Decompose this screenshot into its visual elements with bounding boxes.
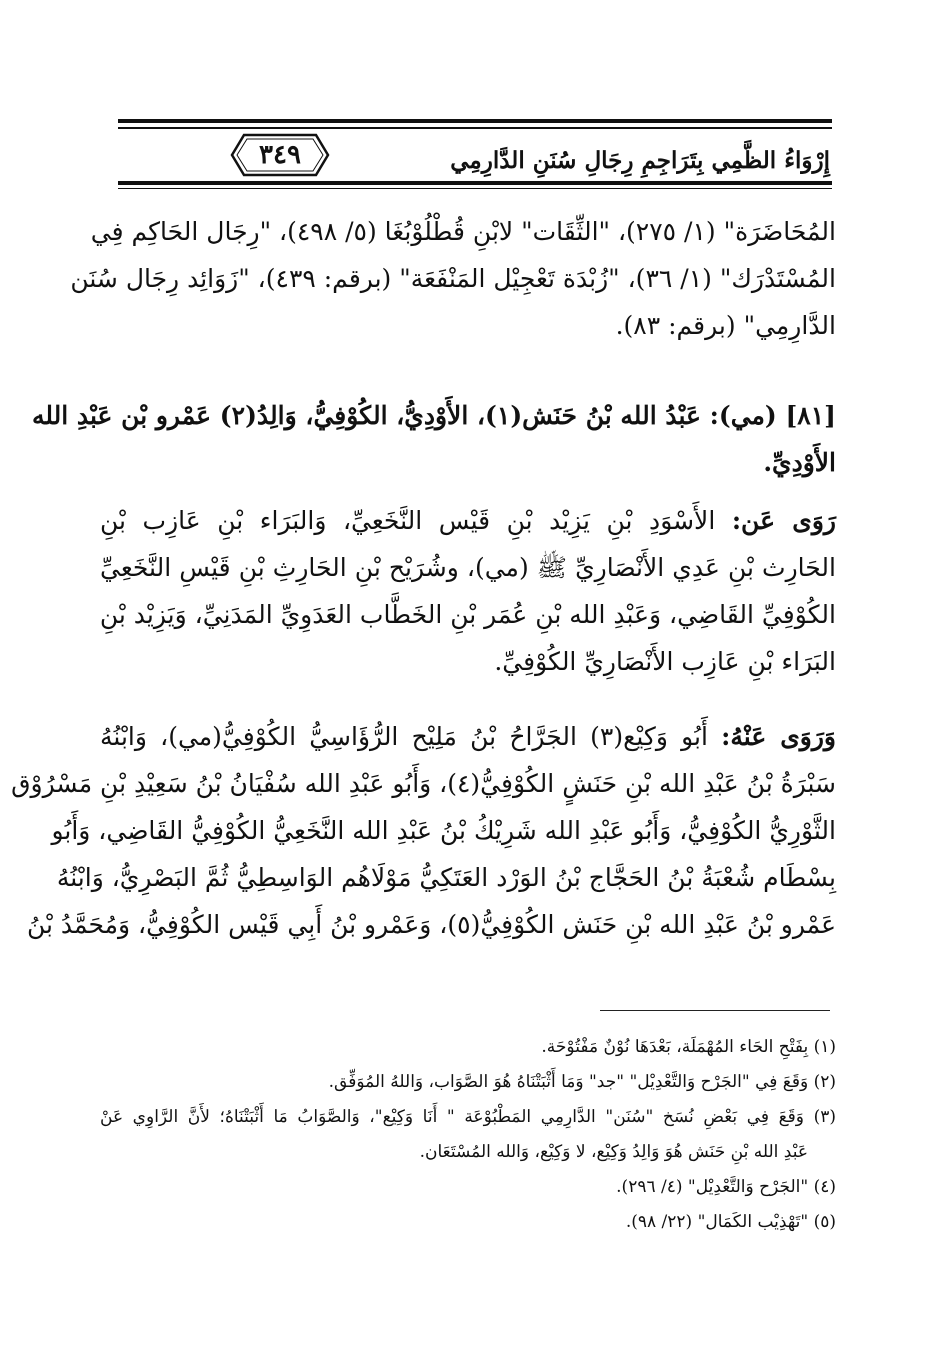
paragraph-sources [70,208,836,349]
text-line: الدَّارِمِي" (برقم: ٨٣). [615,311,836,340]
entry-heading [31,392,836,486]
header-rule-top-thin [118,127,832,129]
entry-heading-line: الأَوْدِيِّ. [763,448,836,477]
text-line: عَمْرو بْنُ عَبْدِ الله بْنِ حَنَش الكُوْفِيُّ(٥)، وَعَمْرو بْنُ أَبِي قَيْس الكُوْفِيُّ، وَمُحَمَّدُ بْنُ [26,910,836,939]
text-line: الحَارِث بْنِ عَدِي الأَنْصَارِيِّ ﷺ (مي)، وشُرَيْح بْنِ الحَارِثِ بْنِ قَيْسِ النَّخَعِيِّ [100,553,836,582]
paragraph-narrated-by [11,713,837,948]
header-rule-top [118,119,832,123]
text-line: البَرَاء بْنِ عَازِب الأَنْصَارِيِّ الكُوْفِيِّ. [494,647,836,676]
footnote-1: (١) بِفَتْحِ الحَاء المُهْمَلَة، بَعْدَهَا نُوْنٌ مَفْتُوْحَة. [541,1037,836,1057]
footnote-3: (٣) وَقَعَ فِي بَعْضِ نُسَخ "سُنَن" الدَّارِمِي المَطْبُوْعَة " أَنَا وَكِيْع"، وَالصَّوَابُ مَا أَثْبَتْنَاهُ؛ لأَنَّ الرَّاوِي عَنْ [100,1107,836,1127]
text-line: الكُوْفِيِّ القَاضِي، وَعَبْدِ الله بْنِ عُمَر بْنِ الخَطَّاب العَدَوِيِّ المَدَنِيِّ، وَيَزِيْد بْنِ [99,600,836,629]
footnote-3-continued: عَبْدِ الله بْنِ حَنَش هُوَ وَالِدُ وَكِيْع، لا وَكِيْع، وَالله المُسْتَعَان. [419,1142,808,1162]
header-rule-bottom-thin [118,188,832,189]
running-title: إِرْوَاءُ الظَّمِي بِتَرَاجِمِ رِجَالِ سُنَنِ الدَّارِمِي [450,147,830,174]
paragraph-narrated-from [100,497,836,685]
text-line: الثَّوْرِيُّ الكُوْفِيُّ، وَأَبُو عَبْدِ الله شَرِيْكُ بْنُ عَبْدِ الله النَّخَعِيُّ الكُوْفِيُّ القَاضِي، وَأَبُو [51,816,836,845]
text-line: المُسْتَدْرَك" (١/ ٣٦)، "زُبْدَة تَعْجِيْل المَنْفَعَة" (برقم: ٤٣٩)، "زَوَائِد رِجَال سُنَن [70,264,836,293]
footnote-5: (٥) "تَهْذِيْب الكَمَال" (٢٢/ ٩٨). [625,1212,836,1232]
footnote-4: (٤) "الجَرْح وَالتَّعْدِيْل" (٤/ ٢٩٦). [616,1177,836,1197]
footnote-2: (٢) وَقَعَ فِي "الجَرْح وَالتَّعْدِيْل" "جد" وَمَا أَثْبَتْنَاهُ هُوَ الصَّوَاب، وَاللهُ المُوَفِّق. [328,1072,836,1092]
text-line: سَبْرَةُ بْنُ عَبْدِ الله بْنِ حَنَشٍ الكُوْفِيُّ(٤)، وَأَبُو عَبْدِ الله سُفْيَانُ بْنُ سَعِيْدِ بْنِ مَسْرُوْق [11,769,836,798]
entry-heading-line: [٨١] (مي): عَبْدُ الله بْنُ حَنَش(١)، الأَوْدِيُّ، الكُوْفِيُّ، وَالِدُ(٢) عَمْرو بْن عَبْدِ الله [31,401,836,430]
narrated-from-text: الأَسْوَدِ بْنِ يَزِيْد بْنِ قَيْس النَّخَعِيِّ، وَالبَرَاء بْنِ عَازِب بْنِ [100,506,716,535]
text-line [100,713,836,760]
narrated-by-text: أَبُو وَكِيْع(٣) الجَرَّاحُ بْنُ مَلِيْح الرُّؤَاسِيُّ الكُوْفِيُّ(مي)، وَابْنُهُ [100,722,708,751]
text-line: بِسْطَام شُعْبَةُ بْنُ الحَجَّاج بْنُ الوَرْد العَتَكِيُّ مَوْلَاهُم الوَاسِطِيُّ ثُمَّ البَصْرِيُّ، وَابْنُهُ [56,863,836,892]
page-number: ٣٤٩ [259,140,301,170]
footnotes [100,1030,836,1240]
narrated-from-label: رَوَى عَن: [731,506,837,535]
narrated-by-label: وَرَوَى عَنْهُ: [721,722,837,751]
page-number-ornament [230,132,330,178]
header-rule-bottom [118,181,832,185]
footnote-separator [600,1010,830,1011]
text-line [100,497,836,544]
text-line: المُحَاضَرَة" (١/ ٢٧٥)، "الثِّقَات" لابْنِ قُطْلُوْبُغَا (٥/ ٤٩٨)، "رِجَال الحَاكِم فِي [90,217,836,246]
